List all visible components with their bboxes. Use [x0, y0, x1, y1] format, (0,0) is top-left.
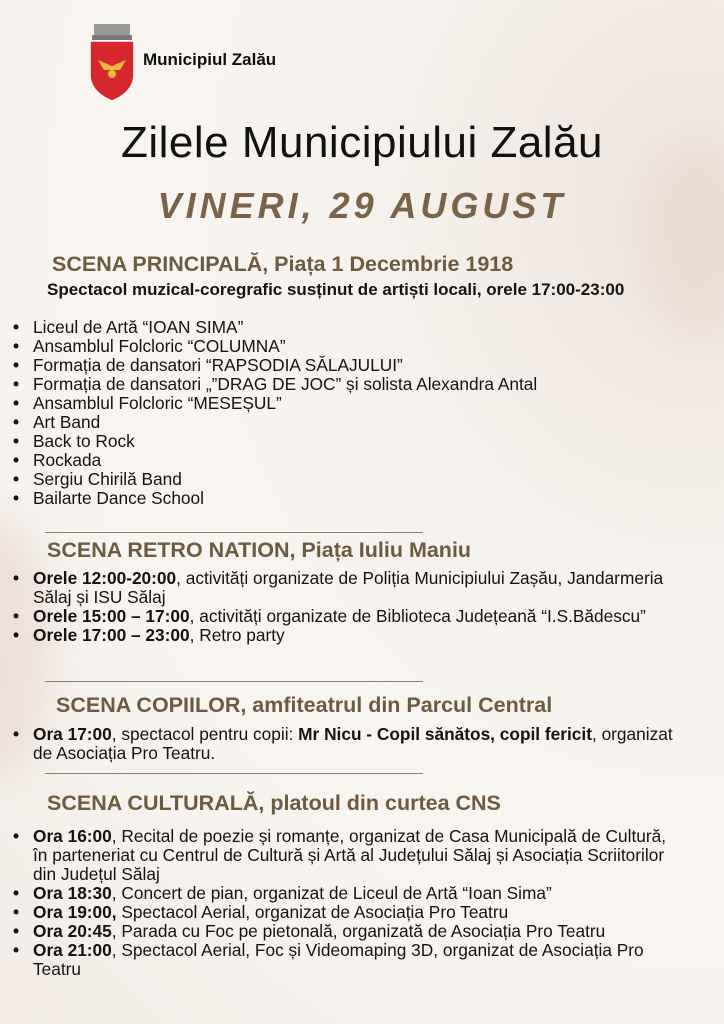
list-item: • Ora 19:00, Spectacol Aerial, organizat de Asociația Pro Teatru [33, 903, 673, 922]
divider [45, 681, 423, 682]
main-stage-subtitle: Spectacol muzical-coregrafic susținut de artiști locali, orele 17:00-23:00 [47, 280, 625, 299]
list-item: • Sergiu Chirilă Band [33, 470, 673, 489]
section-heading-main-stage: SCENA PRINCIPALĂ, Piața 1 Decembrie 1918 [52, 252, 514, 276]
list-item: • Ora 21:00, Spectacol Aerial, Foc și Videomaping 3D, organizat de Asociația Pro Teatru [33, 941, 673, 979]
list-item: • Orele 17:00 – 23:00, Retro party [33, 626, 673, 645]
list-item: • Orele 15:00 – 17:00, activități organizate de Biblioteca Județeană “I.S.Bădescu” [33, 607, 673, 626]
section-heading-retro: SCENA RETRO NATION, Piața Iuliu Maniu [47, 538, 472, 562]
divider [45, 773, 423, 774]
list-item: • Bailarte Dance School [33, 489, 673, 508]
children-list [0, 725, 673, 763]
section-heading-children: SCENA COPIILOR, amfiteatrul din Parcul Central [56, 693, 553, 717]
cultural-list [0, 827, 673, 979]
retro-list [0, 569, 673, 645]
page-title: Zilele Municipiului Zalău [120, 118, 604, 167]
list-item: • Orele 12:00-20:00, activități organizate de Poliția Municipiului Zașău, Jandarmeria Sălaj și ISU Sălaj [33, 569, 673, 607]
list-item: • Ansamblul Folcloric “COLUMNA” [33, 337, 673, 356]
municipality-name: Municipiul Zalău [143, 50, 277, 69]
list-item: • Liceul de Artă “IOAN SIMA” [33, 318, 673, 337]
list-item: • Formația de dansatori „”DRAG DE JOC” și solista Alexandra Antal [33, 375, 673, 394]
list-item: • Ora 17:00, spectacol pentru copii: Mr Nicu - Copil sănătos, copil fericit, organizat de Asociația Pro Teatru. [33, 725, 673, 763]
main-stage-list [0, 318, 673, 508]
event-date: VINERI, 29 AUGUST [157, 185, 567, 226]
list-item: • Back to Rock [33, 432, 673, 451]
list-item: • Art Band [33, 413, 673, 432]
coat-of-arms-logo [86, 22, 138, 102]
list-item: • Rockada [33, 451, 673, 470]
list-item: • Ora 20:45, Parada cu Foc pe pietonală, organizată de Asociația Pro Teatru [33, 922, 673, 941]
list-item: • Ora 16:00, Recital de poezie și romanțe, organizat de Casa Municipală de Cultură, în parteneriat cu Centrul de Cultură și Artă al Județului Sălaj și Asociația Scriitorilor din Județul Sălaj [33, 827, 673, 884]
divider [45, 532, 423, 533]
list-item: • Ora 18:30, Concert de pian, organizat de Liceul de Artă “Ioan Sima” [33, 884, 673, 903]
list-item: • Formația de dansatori “RAPSODIA SĂLAJULUI” [33, 356, 673, 375]
list-item: • Ansamblul Folcloric “MESEȘUL” [33, 394, 673, 413]
section-heading-cultural: SCENA CULTURALĂ, platoul din curtea CNS [47, 791, 501, 815]
